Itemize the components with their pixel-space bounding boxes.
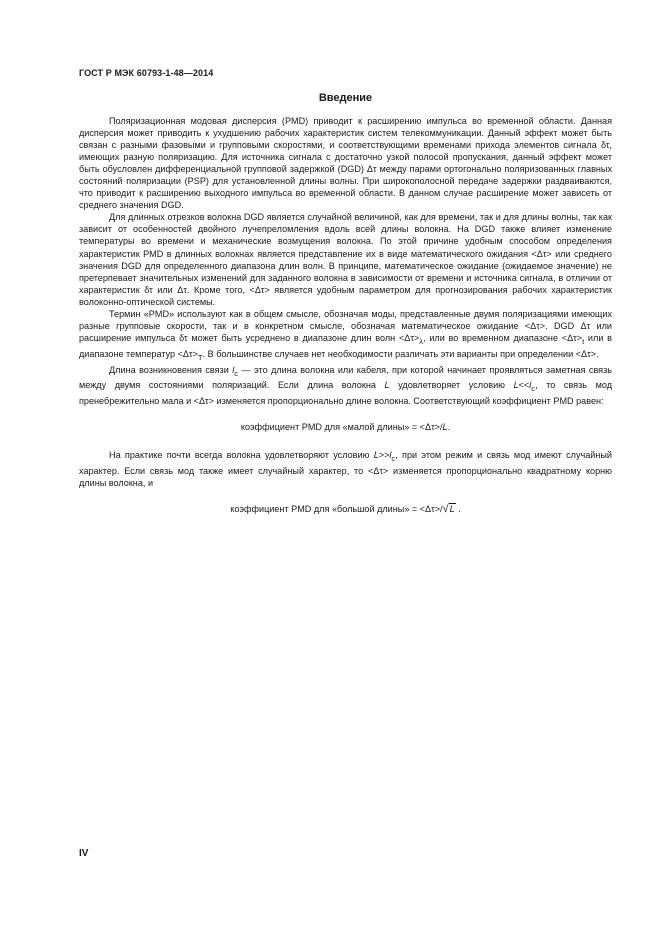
paragraph-1: Поляризационная модовая дисперсия (PMD) приводит к расширению импульса во временной области. Данная дисперсия может приводить к ухудшению рабочих характеристик систем телекоммуникации. Данный эффект может быть связан с разными фазовыми и групповыми скоростями, и соответствующими временами прихода элементов сигнала δτ, имеющих разную поляризацию. Для источника сигнала с достаточно узкой полосой пропускания, данный эффект может быть обусловлен дифференциальной групповой задержкой (DGD) Δτ между парами ортогонально поляризованных главных состояний поляризации (PSP) для установленной длины волны. При широкополосной передаче задержки раздваиваются, что приводит к расширению выходного импульса во временной области. В данном случае расширение может зависеть от среднего значения DGD. — [79, 116, 612, 211]
radicand — [449, 503, 456, 514]
page-number: IV — [79, 848, 89, 859]
paragraph-2: Для длинных отрезков волокна DGD является случайной величиной, как для времени, так и для длины волны, так как зависит от особенностей двойного лучепреломления вдоль всей длины волокна. На DGD также влияет изменение температуры во времени и механические возмущения волокна. По этой причине удобным способом определения характеристик PMD в длинных волокнах является представление их в виде математического ожидания <Δτ> или среднего значения DGD для определенного диапазона длин волн. В принципе, математическое ожидание (ожидаемое значение) не претерпевает значительных изменений для заданного волокна в зависимости от времени и источника сигнала, в отличии от характеристик δτ или Δτ. Кроме того, <Δτ> является удобным параметром для прогнозирования рабочих характеристик волоконно-оптической системы. — [79, 212, 612, 307]
variable: l — [529, 380, 532, 391]
paragraph-4 — [79, 364, 612, 408]
subscript: c — [234, 368, 239, 378]
variable: L — [513, 380, 519, 391]
text-run: — это длина волокна или кабеля, при которой начинает проявляться заметная связь между двумя состояниями поляризаций. Если длина волокна — [79, 364, 613, 391]
variable: L — [384, 380, 390, 391]
formula-long-length — [79, 503, 612, 515]
operator: >> — [378, 450, 390, 461]
subscript: c — [531, 384, 536, 394]
text-run: , или во временном диапазоне <Δτ> — [423, 332, 583, 343]
variable: l — [232, 364, 235, 375]
text-run: или в диапазоне температур <Δτ> — [79, 332, 612, 359]
subscript: T — [197, 352, 203, 362]
section-title: Введение — [318, 92, 373, 104]
body-text — [79, 115, 612, 531]
standard-header: ГОСТ Р МЭК 60793-1-48—2014 — [79, 68, 214, 78]
formula-text: коэффициент PMD для «большой длины» = <Δτ>/ — [230, 504, 443, 515]
variable: L — [449, 504, 455, 515]
formula-short-length — [79, 421, 612, 433]
variable: L — [373, 450, 379, 461]
subscript: λ — [419, 336, 424, 346]
radical-sign: √ — [442, 503, 449, 516]
text-run: На практике почти всегда волокна удовлетворяют условию — [109, 450, 374, 461]
formula-end: . — [458, 504, 461, 515]
text-run: , при этом режим и связь мод имеют случайный характер. Если связь мод также имеет случайный характер, то <Δτ> изменяется пропорционально квадратному корню длины волокна, и — [79, 450, 613, 489]
variable: L — [442, 422, 448, 433]
formula-text: коэффициент PMD для «малой длины» = <Δτ>/ — [240, 422, 443, 433]
paragraph-3 — [79, 308, 612, 364]
paragraph-5 — [79, 449, 612, 489]
subscript: c — [391, 454, 396, 464]
text-run: Термин «PMD» используют как в общем смысле, обозначая моды, представленные двумя поляризациями имеющих разные групповые скорости, так и в конкретном смысле, обозначая математическое ожидание <Δτ>. DGD Δτ или расширение импульса δτ может быть усреднено в диапазоне длин волн <Δτ> — [79, 308, 612, 343]
text-run: удовлетворяет условию — [389, 380, 514, 391]
formula-end: . — [447, 422, 451, 433]
text-run: . В большинстве случаев нет необходимости различать эти варианты при определении <Δτ>. — [202, 348, 599, 359]
variable: l — [389, 450, 392, 461]
subscript: t — [582, 336, 585, 346]
text-run: Длина возникновения связи — [109, 364, 233, 375]
operator: << — [518, 380, 530, 391]
text-run: , то связь мод пренебрежительно мала и <Δτ> изменяется пропорционально длине волокна. Соответствующий коэффициент PMD равен: — [79, 380, 613, 407]
